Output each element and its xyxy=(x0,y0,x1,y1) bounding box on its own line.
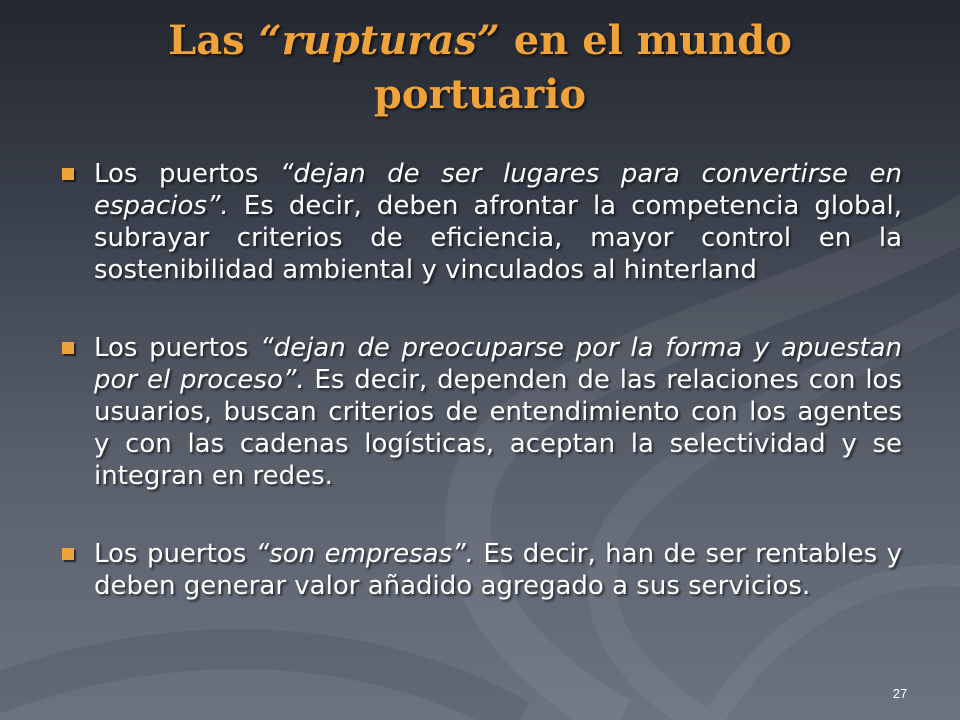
bullet-list xyxy=(60,158,902,602)
bullet-item xyxy=(60,158,902,286)
bullet-lead: Los puertos xyxy=(94,539,256,569)
page-number: 27 xyxy=(892,686,908,701)
bullet-square-icon xyxy=(62,168,74,180)
slide-title xyxy=(60,14,900,122)
bullet-item xyxy=(60,538,902,602)
bullet-rest: Es decir, deben afrontar la competencia global, subrayar criterios de eficiencia, mayor control en la sostenibilidad ambiental y vinculados al hinterland xyxy=(94,191,902,285)
bullet-square-icon xyxy=(62,342,74,354)
bullet-square-icon xyxy=(62,548,74,560)
bullet-quote: “dejan de preocuparse por la forma y apuestan por el proceso”. xyxy=(94,333,902,395)
bullet-text xyxy=(94,332,902,492)
bullet-rest: Es decir, dependen de las relaciones con los usuarios, buscan criterios de entendimiento con los agentes y con las cadenas logísticas, aceptan la selectividad y se integran en redes. xyxy=(94,365,903,491)
bullet-text xyxy=(94,538,902,602)
bullet-lead: Los puertos xyxy=(94,333,261,363)
bullet-rest: Es decir, han de ser rentables y deben generar valor añadido agregado a sus servicios. xyxy=(94,539,903,601)
bullet-quote: “son empresas”. xyxy=(255,539,474,569)
bullet-quote: “dejan de ser lugares para convertirse en espacios”. xyxy=(94,159,902,221)
title-part-2: en el mundo portuario xyxy=(373,17,792,118)
bullet-item xyxy=(60,332,902,492)
title-part-1: Las xyxy=(168,17,259,64)
bullet-lead: Los puertos xyxy=(94,159,280,189)
title-quoted-term: “rupturas” xyxy=(258,17,500,64)
bullet-text xyxy=(94,158,902,286)
